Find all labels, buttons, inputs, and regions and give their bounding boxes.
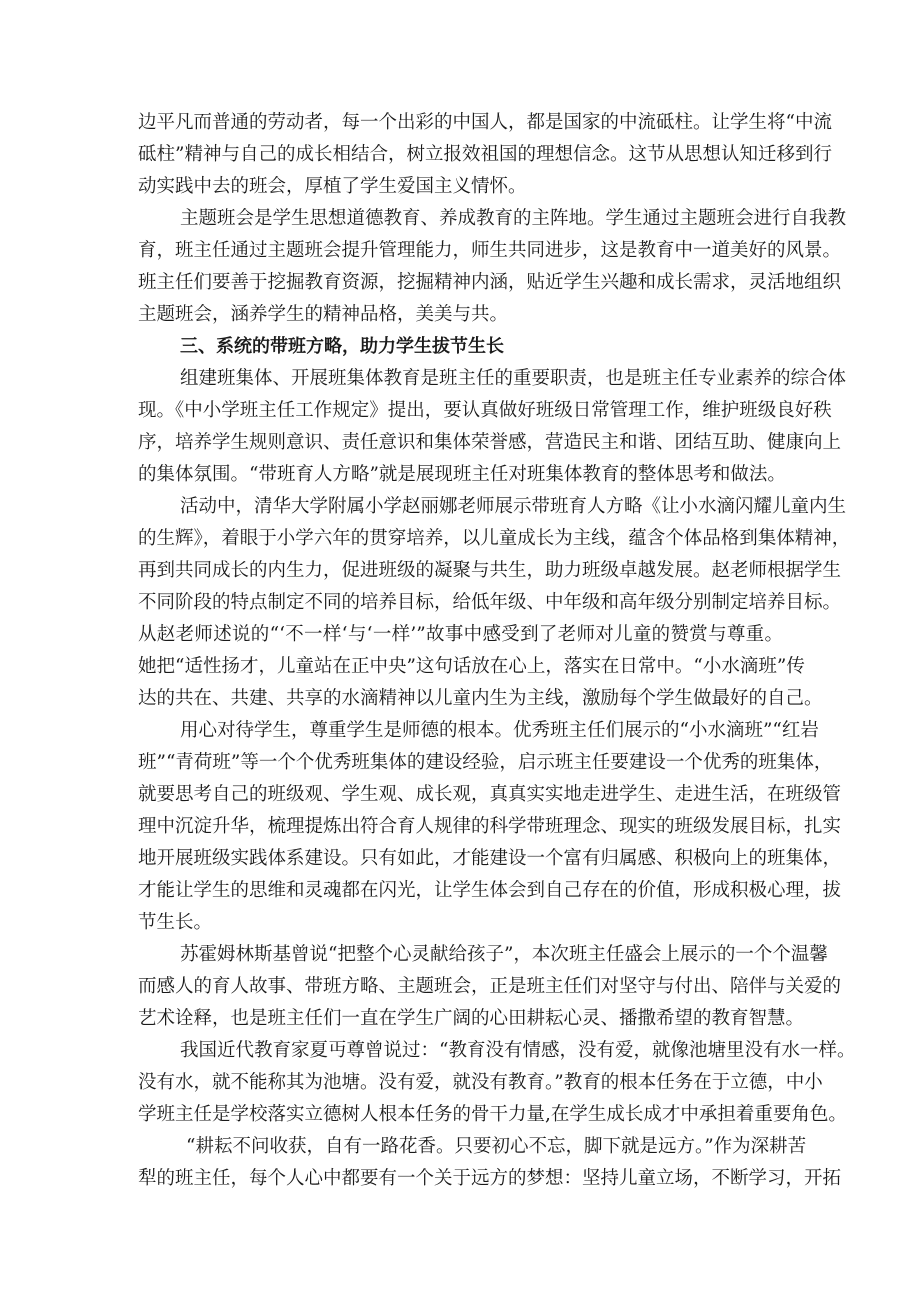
text-line: 从赵老师述说的“‘不一样‘与‘一样’”故事中感受到了老师对儿童的赞赏与尊重。 xyxy=(138,624,783,645)
text-line: “耕耘不问收获，自有一路花香。只要初心不忘，脚下就是远方。”作为深耕苦 xyxy=(186,1136,807,1157)
text-line: 不同阶段的特点制定不同的培养目标，给低年级、中年级和高年级分别制定培养目标。 xyxy=(138,592,842,613)
paragraph-theme-class-meeting xyxy=(138,203,847,331)
text-line: 现。《中小学班主任工作规定》提出，要认真做好班级日常管理工作，维护班级良好秩 xyxy=(138,400,832,421)
paragraph-continuation xyxy=(138,107,832,203)
text-line: 我国近代教育家夏丏尊曾说过：“教育没有情感，没有爱，就像池塘里没有水一样。 xyxy=(180,1040,856,1061)
text-line: 理中沉淀升华，梳理提炼出符合育人规律的科学带班理念、现实的班级发展目标，扎实 xyxy=(138,816,842,837)
text-line: 就要思考自己的班级观、学生观、成长观，真真实实地走进学生、走进生活，在班级管 xyxy=(138,784,842,805)
text-line: 学班主任是学校落实立德树人根本任务的骨干力量,在学生成长成才中承担着重要角色。 xyxy=(138,1104,847,1125)
text-line: 班主任们要善于挖掘教育资源，挖掘精神内涵，贴近学生兴趣和成长需求，灵活地组织 xyxy=(138,272,842,293)
text-line: 苏霍姆林斯基曾说“把整个心灵献给孩子”，本次班主任盛会上展示的一个个温馨 xyxy=(180,944,828,965)
text-line: 地开展班级实践体系建设。只有如此，才能建设一个富有归属感、积极向上的班集体， xyxy=(138,848,842,869)
text-line: 序，培养学生规则意识、责任意识和集体荣誉感，营造民主和谐、团结互助、健康向上 xyxy=(138,432,842,453)
paragraph-class-building xyxy=(138,363,847,491)
text-line: 的集体氛围。“带班育人方略”就是展现班主任对班集体教育的整体思考和做法。 xyxy=(138,464,786,485)
paragraph-xia-mianzun-quote xyxy=(138,1035,856,1131)
text-line: 犁的班主任，每个人心中都要有一个关于远方的梦想：坚持儿童立场，不断学习，开拓 xyxy=(138,1168,842,1189)
text-line: 班”“青荷班”等一个个优秀班集体的建设经验，启示班主任要建设一个优秀的班集体， xyxy=(138,752,833,773)
text-line: 再到共同成长的内生力，促进班级的凝聚与共生，助力班级卓越发展。赵老师根据学生 xyxy=(138,560,842,581)
text-line: 边平凡而普通的劳动者，每一个出彩的中国人，都是国家的中流砥柱。让学生将“中流 xyxy=(138,112,832,133)
section-heading xyxy=(138,331,783,363)
text-line: 组建班集体、开展班集体教育是班主任的重要职责，也是班主任专业素养的综合体 xyxy=(180,368,847,389)
text-line: 节生长。 xyxy=(138,912,213,933)
paragraph-sukhomlinsky-quote xyxy=(138,939,842,1035)
text-line: 主题班会，涵养学生的精神品格，美美与共。 xyxy=(138,304,509,325)
text-line: 动实践中去的班会，厚植了学生爱国主义情怀。 xyxy=(138,176,527,197)
section-heading-text: 三、系统的带班方略，助力学生拔节生长 xyxy=(180,336,504,357)
text-line: 没有水，就不能称其为池塘。没有爱，就没有教育。”教育的根本任务在于立德，中小 xyxy=(138,1072,823,1093)
text-line: 砥柱”精神与自己的成长相结合，树立报效祖国的理想信念。这节从思想认知迁移到行 xyxy=(138,144,832,165)
document-body xyxy=(138,107,856,1195)
text-line: 活动中，清华大学附属小学赵丽娜老师展示带班育人方略《让小水滴闪耀儿童内生 xyxy=(180,496,847,517)
paragraph-respect-students xyxy=(138,715,842,939)
text-line: 艺术诠释，也是班主任们一直在学生广阔的心田耕耘心灵、播撒希望的教育智慧。 xyxy=(138,1008,805,1029)
text-line: 她把“适性扬才，儿童站在正中央”这句话放在心上，落实在日常中。“小水滴班”传 xyxy=(138,656,805,677)
text-line: 用心对待学生，尊重学生是师德的根本。优秀班主任们展示的“小水滴班”“红岩 xyxy=(180,720,819,741)
text-line: 主题班会是学生思想道德教育、养成教育的主阵地。学生通过主题班会进行自我教 xyxy=(180,208,847,229)
paragraph-activity-example xyxy=(138,491,851,715)
text-line: 达的共在、共建、共享的水滴精神以儿童内生为主线，激励每个学生做最好的自己。 xyxy=(138,688,823,709)
paragraph-closing xyxy=(138,1131,842,1195)
text-line: 而感人的育人故事、带班方略、主题班会，正是班主任们对坚守与付出、陪伴与关爱的 xyxy=(138,976,842,997)
text-line: 的生辉》，着眼于小学六年的贯穿培养，以儿童成长为主线，蕴含个体品格到集体精神， xyxy=(138,528,851,549)
text-line: 才能让学生的思维和灵魂都在闪光，让学生体会到自己存在的价值，形成积极心理，拔 xyxy=(138,880,842,901)
text-line: 育，班主任通过主题班会提升管理能力，师生共同进步，这是教育中一道美好的风景。 xyxy=(138,240,842,261)
